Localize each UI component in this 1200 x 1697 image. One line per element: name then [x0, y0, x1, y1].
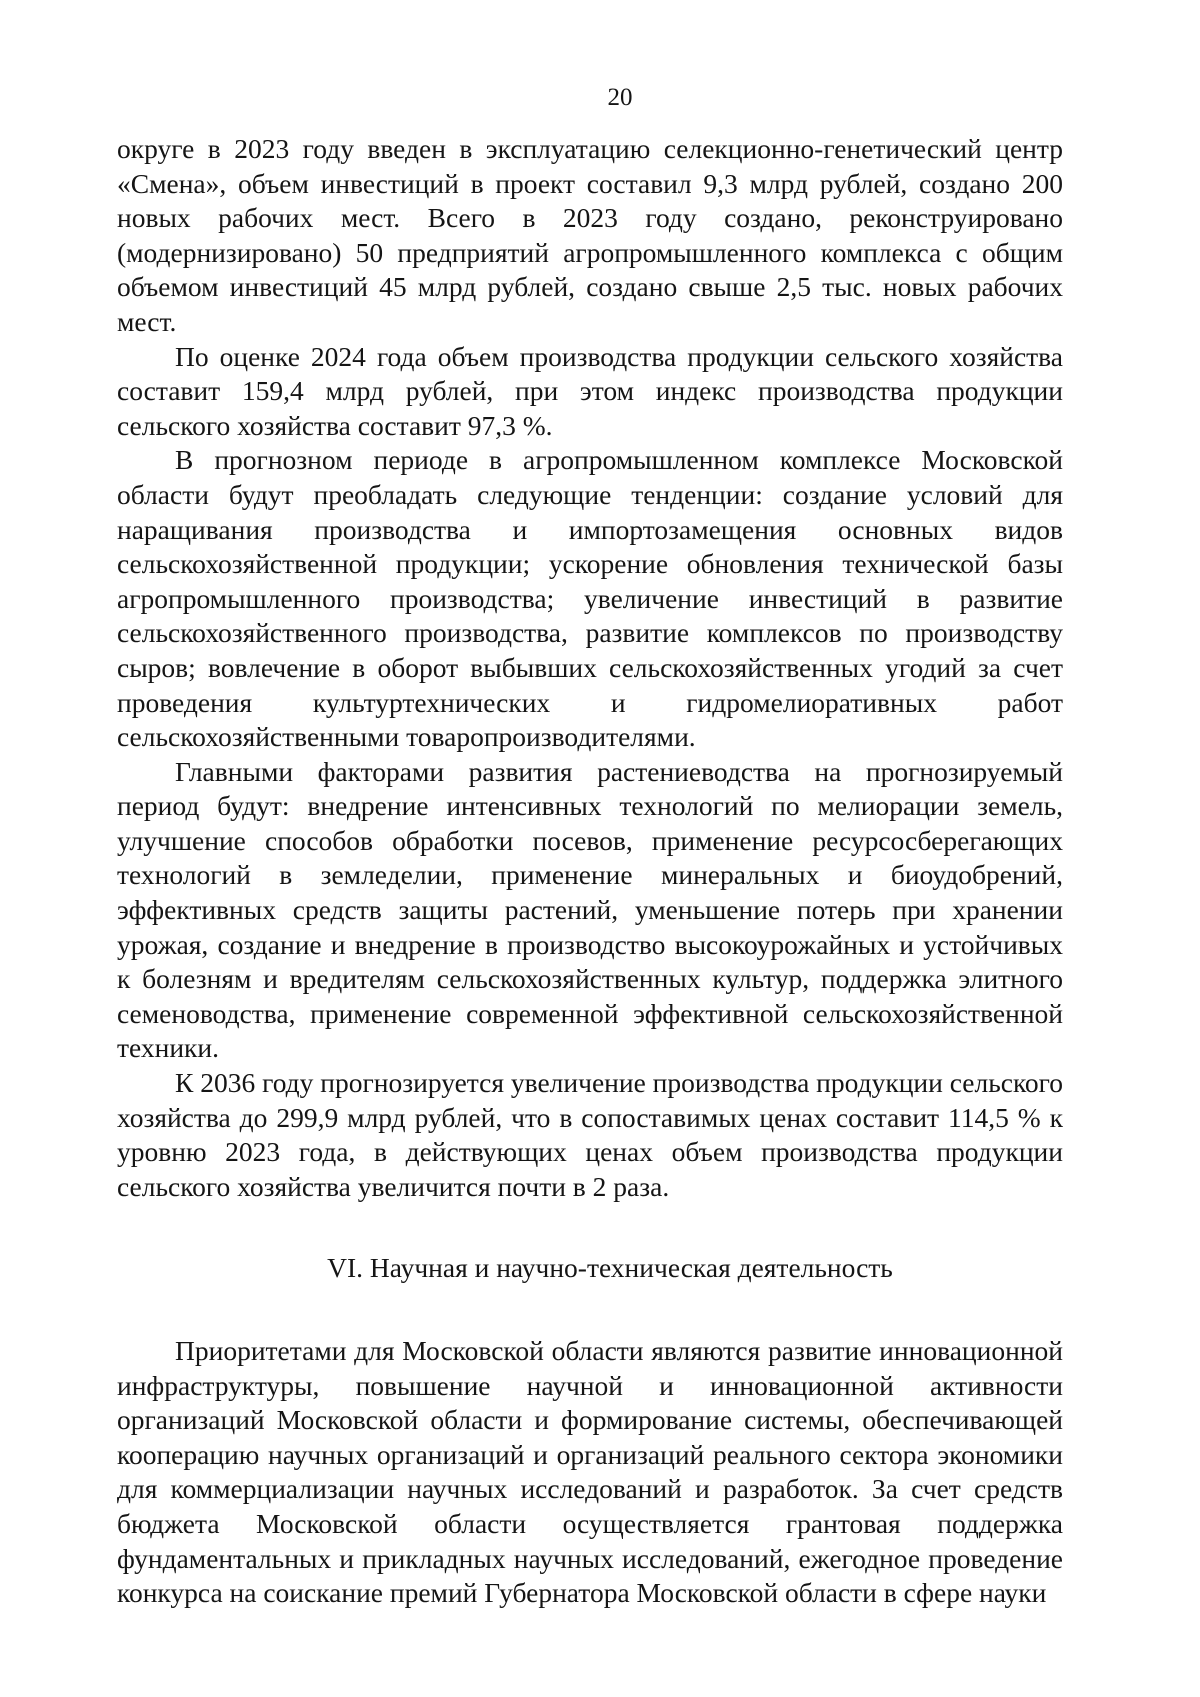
paragraph-2036-forecast: К 2036 году прогнозируется увеличение производства продукции сельского хозяйства до 299,9 млрд рублей, что в сопоставимых ценах составит 114,5 % к уровню 2023 года, в действующих ценах объем производства продукции сельского хозяйства увеличится почти в 2 раза.: [117, 1067, 1063, 1202]
page-number: 20: [607, 84, 633, 111]
document-body: [117, 132, 1063, 1611]
paragraph-crop-factors: Главными факторами развития растениеводства на прогнозируемый период будут: внедрение интенсивных технологий по мелиорации земель, улучшение способов обработки посевов, применение ресурсосберегающих технологий в земледелии, применение минеральных и биоудобрений, эффективных средств защиты растений, уменьшение потерь при хранении урожая, создание и внедрение в производство высокоурожайных и устойчивых к болезням и вредителям сельскохозяйственных культур, поддержка элитного семеноводства, применение современной эффективной сельскохозяйственной техники.: [117, 755, 1063, 1064]
paragraph-science-priorities: Приоритетами для Московской области являются развитие инновационной инфраструктуры, повышение научной и инновационной активности организаций Московской области и формирование системы, обеспечивающей кооперацию научных организаций и организаций реального сектора экономики для коммерциализации научных исследований и разработок. За счет средств бюджета Московской области осуществляется грантовая поддержка фундаментальных и прикладных научных исследований, ежегодное проведение конкурса на соискание премий Губернатора Московской области в сфере науки: [117, 1335, 1063, 1609]
paragraph-forecast-trends: В прогнозном периоде в агропромышленном комплексе Московской области будут преобладать следующие тенденции: создание условий для наращивания производства и импортозамещения основных видов сельскохозяйственной продукции; ускорение обновления технической базы агропромышленного производства; увеличение инвестиций в развитие сельскохозяйственного производства, развитие комплексов по производству сыров; вовлечение в оборот выбывших сельскохозяйственных угодий за счет проведения культуртехнических и гидромелиоративных работ сельскохозяйственными товаропроизводителями.: [117, 444, 1063, 753]
paragraph-2024-estimate: По оценке 2024 года объем производства продукции сельского хозяйства составит 159,4 млрд рублей, при этом индекс производства продукции сельского хозяйства составит 97,3 %.: [117, 340, 1063, 441]
section-heading: VI. Научная и научно-техническая деятельность: [327, 1252, 893, 1284]
paragraph-continuation: округе в 2023 году введен в эксплуатацию селекционно-генетический центр «Смена», объем инвестиций в проект составил 9,3 млрд рублей, создано 200 новых рабочих мест. Всего в 2023 году создано, реконструировано (модернизировано) 50 предприятий агропромышленного комплекса с общим объемом инвестиций 45 млрд рублей, создано свыше 2,5 тыс. новых рабочих мест.: [117, 133, 1063, 337]
